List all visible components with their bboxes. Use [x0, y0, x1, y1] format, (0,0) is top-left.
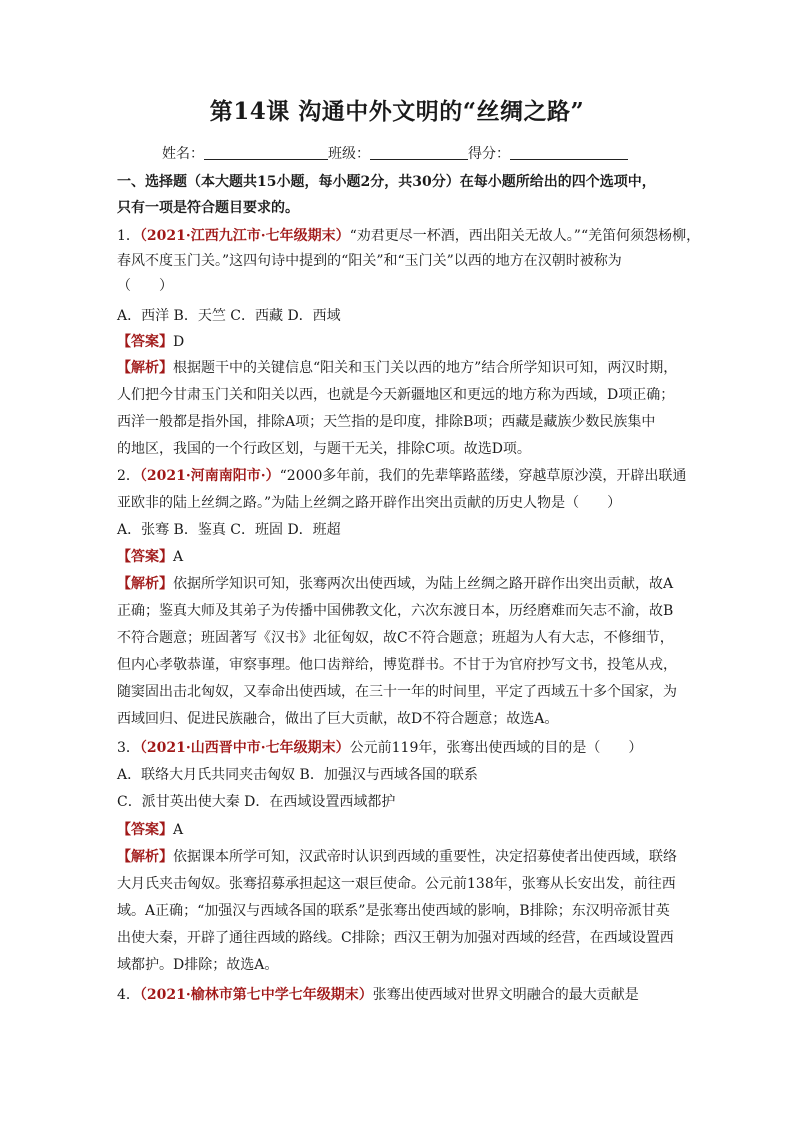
question-1-stem-line2: 春风不度玉门关。”这四句诗中提到的“阳关”和“玉门关”以西的地方在汉朝时被称为 — [117, 253, 622, 269]
question-2-options: A．张骞 B．鉴真 C．班固 D．班超 — [117, 522, 341, 538]
question-1-stem-line3: （ ） — [117, 278, 173, 294]
answer-value: A — [173, 549, 184, 565]
question-4-line1 — [117, 985, 639, 1005]
name-label: 姓名： — [162, 146, 204, 162]
question-stem: 公元前119年，张骞出使西域的目的是（ ） — [349, 740, 643, 756]
question-2-analysis-line2: 正确；鉴真大师及其弟子为传播中国佛教文化，六次东渡日本，历经磨难而矢志不渝，故B — [117, 603, 674, 619]
question-1-analysis-line4: 的地区，我国的一个行政区划，与题干无关，排除C项。故选D项。 — [117, 441, 531, 457]
question-stem: “2000多年前，我们的先辈筚路蓝缕，穿越草原沙漠，开辟出联通 — [279, 468, 687, 484]
analysis-tag: 【解析】 — [117, 360, 173, 376]
name-blank[interactable] — [204, 145, 328, 160]
question-stem: 张骞出使西域对世界文明融合的最大贡献是 — [372, 987, 639, 1003]
question-2-answer — [117, 547, 183, 567]
question-number: 4． — [117, 987, 140, 1003]
question-2-stem-line2: 亚欧非的陆上丝绸之路。”为陆上丝绸之路开辟作出突出贡献的历史人物是（ ） — [117, 495, 622, 511]
question-1-analysis-line3: 西洋一般都是指外国，排除A项；天竺指的是印度，排除B项；西藏是藏族少数民族集中 — [117, 414, 656, 430]
question-2-analysis-line1 — [117, 574, 673, 594]
question-1-answer — [117, 332, 184, 352]
question-source: （2021·河南南阳市·） — [139, 468, 280, 484]
question-number: 2． — [117, 468, 140, 484]
question-3-analysis-line4: 出使大秦，开辟了通往西域的路线。C排除；西汉王朝为加强对西域的经营，在西域设置西 — [117, 930, 674, 946]
answer-value: D — [173, 334, 185, 350]
question-1-analysis-line1 — [117, 358, 677, 378]
question-source: （2021·江西九江市·七年级期末） — [139, 228, 350, 244]
question-number: 3． — [117, 740, 140, 756]
question-1-options: A．西洋 B．天竺 C．西藏 D．西域 — [117, 308, 341, 324]
answer-tag: 【答案】 — [117, 334, 173, 350]
question-3-answer — [117, 820, 183, 840]
section-heading-line2: 只有一项是符合题目要求的。 — [117, 200, 299, 216]
analysis-text: 依据课本所学可知，汉武帝时认识到西域的重要性，决定招募使者出使西域，联络 — [173, 849, 677, 865]
question-3-options-line1: A．联络大月氏共同夹击匈奴 B．加强汉与西域各国的联系 — [117, 767, 478, 783]
score-label: 得分： — [468, 146, 510, 162]
section-heading-line1: 一、选择题（本大题共15小题，每小题2分，共30分）在每小题所给出的四个选项中， — [117, 174, 656, 190]
class-blank[interactable] — [370, 145, 468, 160]
score-blank[interactable] — [510, 145, 628, 160]
question-3-line1 — [117, 738, 642, 758]
question-3-analysis-line3: 域。A正确；“加强汉与西域各国的联系”是张骞出使西域的影响，B排除；东汉明帝派甘英 — [117, 903, 670, 919]
page-title: 第14课 沟通中外文明的“丝绸之路” — [209, 98, 585, 125]
student-info-row — [162, 143, 628, 163]
question-3-options-line2: C．派甘英出使大秦 D．在西域设置西域都护 — [117, 794, 396, 810]
analysis-tag: 【解析】 — [117, 576, 173, 592]
question-2-analysis-line5: 随窦固出击北匈奴，又奉命出使西域，在三十一年的时间里，平定了西域五十多个国家，为 — [117, 684, 677, 700]
question-1-analysis-line2: 人们把今甘肃玉门关和阳关以西，也就是今天新疆地区和更远的地方称为西域，D项正确； — [117, 387, 675, 403]
question-3-analysis-line5: 域都护。D排除；故选A。 — [117, 957, 279, 973]
question-3-analysis-line1 — [117, 847, 677, 867]
analysis-text: 依据所学知识可知，张骞两次出使西域，为陆上丝绸之路开辟作出突出贡献，故A — [173, 576, 674, 592]
analysis-text: 根据题干中的关键信息“阳关和玉门关以西的地方”结合所学知识可知，两汉时期， — [173, 360, 678, 376]
answer-tag: 【答案】 — [117, 549, 173, 565]
question-2-analysis-line4: 但内心孝敬恭谨，审察事理。他口齿辩给，博览群书。不甘于为官府抄写文书，投笔从戎， — [117, 657, 677, 673]
answer-tag: 【答案】 — [117, 822, 173, 838]
question-source: （2021·山西晋中市·七年级期末） — [139, 740, 350, 756]
question-2-analysis-line6: 西域回归、促进民族融合，做出了巨大贡献，故D不符合题意；故选A。 — [117, 711, 559, 727]
question-source: （2021·榆林市第七中学七年级期末） — [139, 987, 373, 1003]
question-1-line1 — [117, 226, 700, 246]
analysis-tag: 【解析】 — [117, 849, 173, 865]
question-2-analysis-line3: 不符合题意；班固著写《汉书》北征匈奴，故C不符合题意；班超为人有大志，不修细节， — [117, 630, 674, 646]
question-number: 1． — [117, 228, 140, 244]
question-3-analysis-line2: 大月氏夹击匈奴。张骞招募承担起这一艰巨使命。公元前138年，张骞从长安出发，前往西 — [117, 876, 676, 892]
question-stem: “劝君更尽一杯酒，西出阳关无故人。”“羌笛何须怨杨柳， — [349, 228, 701, 244]
class-label: 班级： — [328, 146, 370, 162]
question-2-line1 — [117, 466, 686, 486]
answer-value: A — [173, 822, 184, 838]
